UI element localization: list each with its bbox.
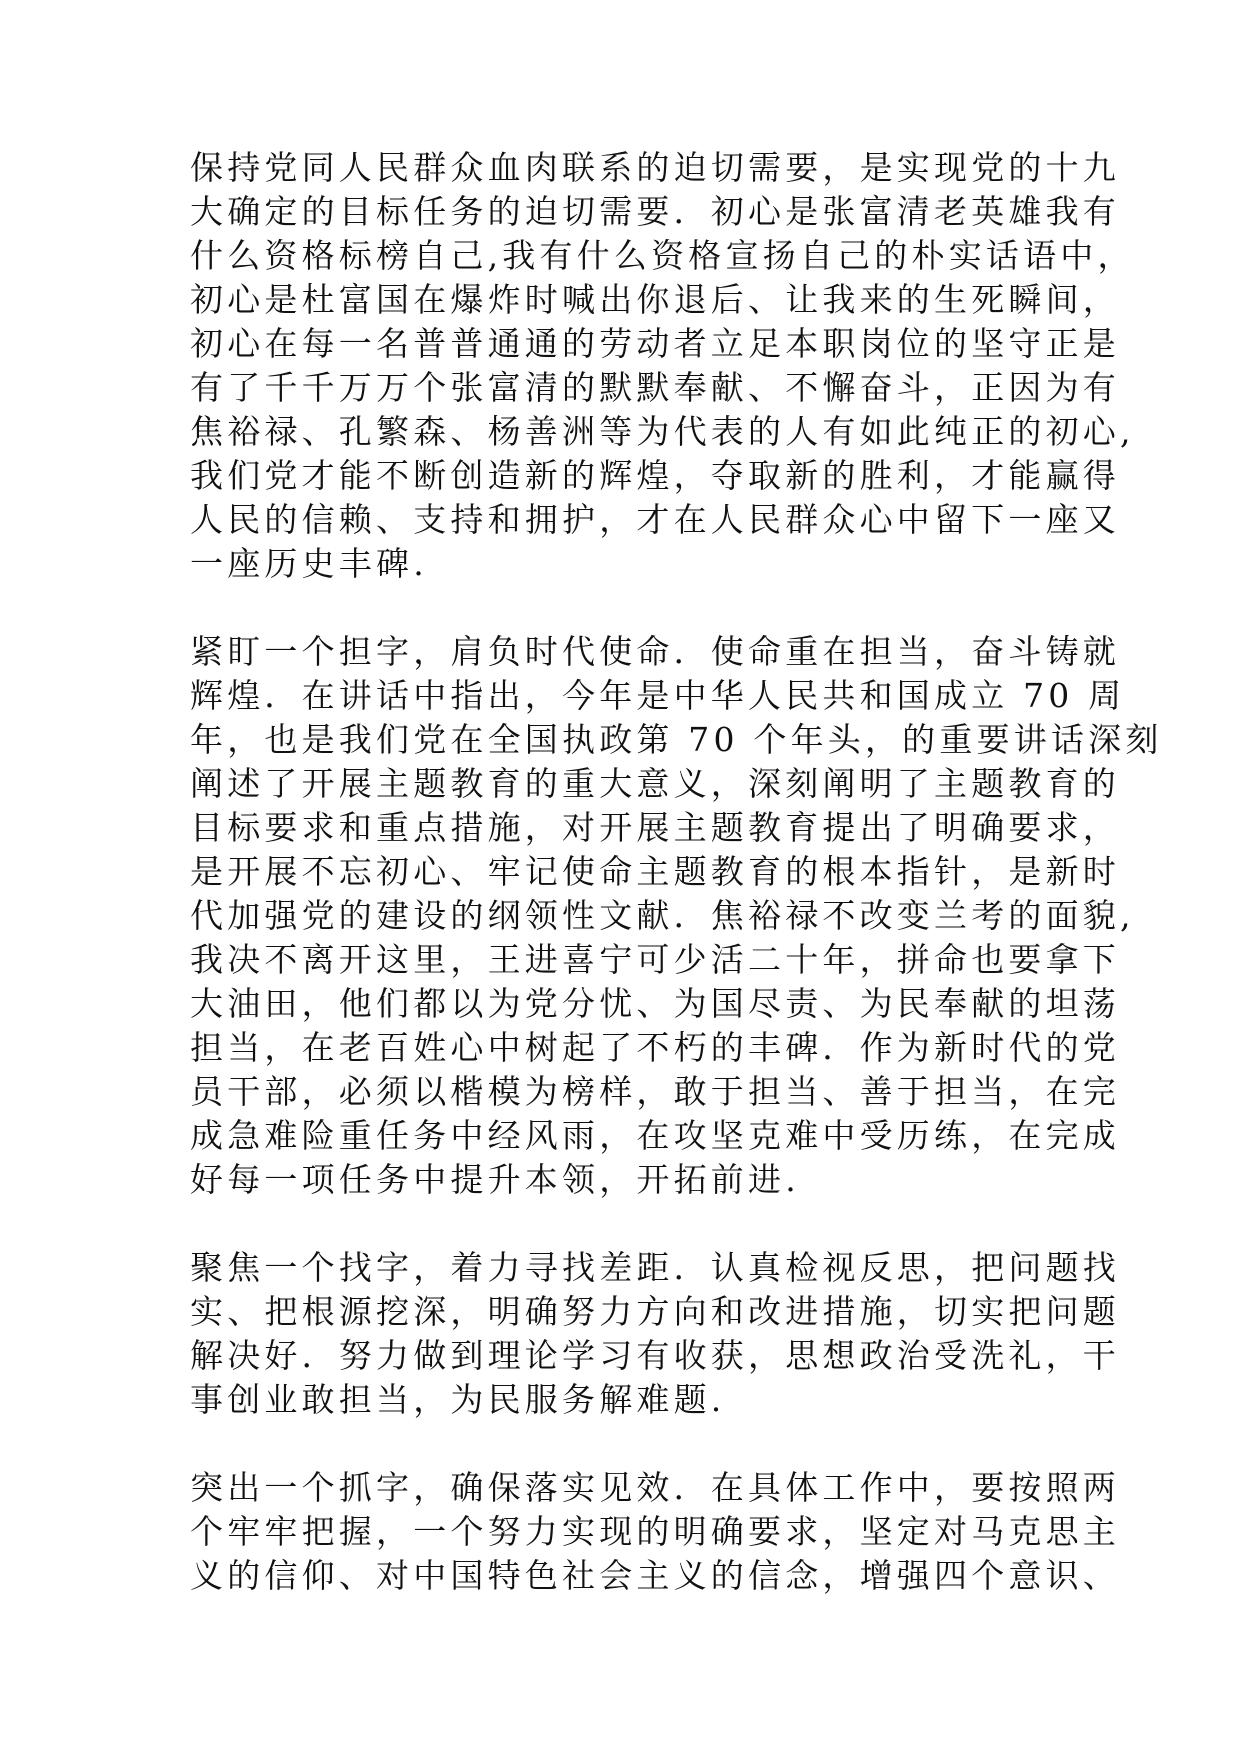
text-line: 代加强党的建设的纲领性文献．焦裕禄不改变兰考的面貌, [190, 896, 1135, 935]
text-line: 义的信仰、对中国特色社会主义的信念，增强四个意识、 [190, 1556, 1120, 1595]
text-line: 实、把根源挖深，明确努力方向和改进措施，切实把问题 [190, 1292, 1120, 1331]
paragraph-4 [190, 1466, 1120, 1598]
text-line: 一座历史丰碑. [190, 544, 428, 583]
text-line: 阐述了开展主题教育的重大意义，深刻阐明了主题教育的 [190, 764, 1120, 803]
text-line: 解决好．努力做到理论学习有收获，思想政治受洗礼，干 [190, 1336, 1120, 1375]
text-line: 好每一项任务中提升本领，开拓前进. [190, 1160, 800, 1199]
text-line: 我们党才能不断创造新的辉煌，夺取新的胜利，才能赢得 [190, 456, 1120, 495]
text-line: 个牢牢把握，一个努力实现的明确要求，坚定对马克思主 [190, 1512, 1120, 1551]
text-line: 员干部，必须以楷模为榜样，敢于担当、善于担当，在完 [190, 1072, 1120, 1111]
text-line: 事创业敢担当，为民服务解难题. [190, 1380, 726, 1419]
text-line: 我决不离开这里，王进喜宁可少活二十年，拼命也要拿下 [190, 940, 1120, 979]
text-line: 人民的信赖、支持和拥护，才在人民群众心中留下一座又 [190, 500, 1120, 539]
text-line: 初心是杜富国在爆炸时喊出你退后、让我来的生死瞬间， [190, 280, 1120, 319]
text-line: 聚焦一个找字，着力寻找差距．认真检视反思，把问题找 [190, 1248, 1120, 1287]
text-line: 有了千千万万个张富清的默默奉献、不懈奋斗，正因为有 [190, 368, 1120, 407]
paragraph-3 [190, 1246, 1120, 1422]
document-body [190, 146, 1163, 1642]
text-line: 突出一个抓字，确保落实见效．在具体工作中，要按照两 [190, 1468, 1120, 1507]
text-line: 初心在每一名普普通通的劳动者立足本职岗位的坚守正是 [190, 324, 1120, 363]
text-line: 年，也是我们党在全国执政第 70 个年头，的重要讲话深刻 [190, 720, 1163, 759]
text-line: 保持党同人民群众血肉联系的迫切需要，是实现党的十九 [190, 148, 1120, 187]
text-line: 什么资格标榜自己,我有什么资格宣扬自己的朴实话语中， [190, 236, 1135, 275]
text-line: 焦裕禄、孔繁森、杨善洲等为代表的人有如此纯正的初心, [190, 412, 1135, 451]
text-line: 是开展不忘初心、牢记使命主题教育的根本指针，是新时 [190, 852, 1120, 891]
paragraph-2 [190, 630, 1163, 1202]
text-line: 目标要求和重点措施，对开展主题教育提出了明确要求， [190, 808, 1120, 847]
text-line: 大油田，他们都以为党分忧、为国尽责、为民奉献的坦荡 [190, 984, 1120, 1023]
text-line: 紧盯一个担字，肩负时代使命．使命重在担当，奋斗铸就 [190, 632, 1120, 671]
text-line: 辉煌．在讲话中指出，今年是中华人民共和国成立 70 周 [190, 676, 1126, 715]
text-line: 大确定的目标任务的迫切需要．初心是张富清老英雄我有 [190, 192, 1120, 231]
paragraph-1 [190, 146, 1135, 586]
text-line: 担当，在老百姓心中树起了不朽的丰碑．作为新时代的党 [190, 1028, 1120, 1067]
text-line: 成急难险重任务中经风雨，在攻坚克难中受历练，在完成 [190, 1116, 1120, 1155]
